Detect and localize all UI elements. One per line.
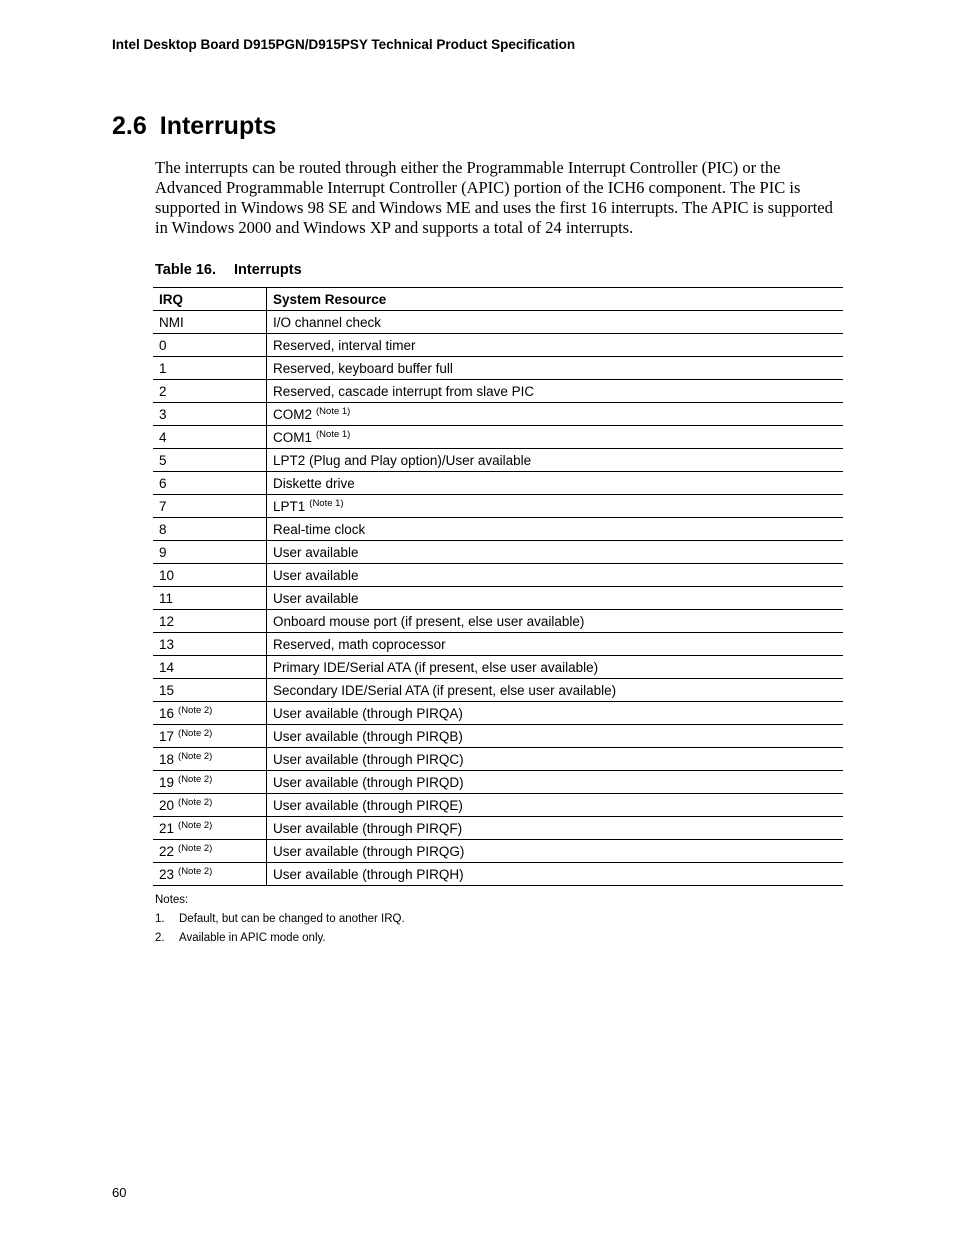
table-caption-number: Table 16. bbox=[155, 262, 216, 278]
irq-value: 2 bbox=[159, 383, 167, 399]
resource-value: Reserved, interval timer bbox=[273, 337, 416, 353]
resource-value: User available bbox=[273, 544, 359, 560]
irq-cell bbox=[153, 748, 267, 771]
resource-value: User available (through PIRQE) bbox=[273, 797, 463, 813]
irq-value: 6 bbox=[159, 475, 167, 491]
resource-value: Onboard mouse port (if present, else user available) bbox=[273, 613, 585, 629]
resource-cell bbox=[267, 587, 844, 610]
resource-cell bbox=[267, 633, 844, 656]
resource-cell bbox=[267, 656, 844, 679]
table-row bbox=[153, 817, 843, 840]
resource-cell bbox=[267, 817, 844, 840]
table-row bbox=[153, 518, 843, 541]
page-number: 60 bbox=[112, 1185, 127, 1200]
note-number: 1. bbox=[155, 913, 165, 925]
irq-value: 0 bbox=[159, 337, 167, 353]
table-row bbox=[153, 472, 843, 495]
table-notes bbox=[155, 894, 405, 951]
irq-value: 15 bbox=[159, 682, 175, 698]
resource-cell bbox=[267, 334, 844, 357]
table-row bbox=[153, 748, 843, 771]
irq-value: 13 bbox=[159, 636, 175, 652]
resource-value: User available (through PIRQA) bbox=[273, 705, 463, 721]
table-row bbox=[153, 794, 843, 817]
irq-cell bbox=[153, 794, 267, 817]
note-item bbox=[155, 913, 405, 925]
irq-cell bbox=[153, 311, 267, 334]
intro-paragraph: The interrupts can be routed through either the Programmable Interrupt Controller (PIC) or the Advanced Programmable Interrupt Controller (APIC) portion of the ICH6 component. The PIC is supported in Windows 98 SE and Windows ME and uses the first 16 interrupts. The APIC is supported in Windows 2000 and Windows XP and supports a total of 24 interrupts. bbox=[155, 158, 833, 237]
notes-title: Notes: bbox=[155, 894, 189, 906]
resource-cell bbox=[267, 495, 844, 518]
irq-cell bbox=[153, 679, 267, 702]
note-reference: (Note 2) bbox=[178, 705, 213, 716]
column-header-system-resource: System Resource bbox=[267, 288, 844, 311]
resource-cell bbox=[267, 449, 844, 472]
resource-value: COM2 bbox=[273, 407, 313, 422]
irq-value: 10 bbox=[159, 567, 175, 583]
table-row bbox=[153, 725, 843, 748]
table-row bbox=[153, 311, 843, 334]
irq-cell bbox=[153, 633, 267, 656]
irq-cell bbox=[153, 380, 267, 403]
resource-cell bbox=[267, 863, 844, 886]
table-row bbox=[153, 564, 843, 587]
note-reference: (Note 2) bbox=[178, 843, 213, 854]
irq-cell bbox=[153, 541, 267, 564]
table-row bbox=[153, 863, 843, 886]
resource-cell bbox=[267, 702, 844, 725]
irq-cell bbox=[153, 518, 267, 541]
note-reference: (Note 2) bbox=[178, 797, 213, 808]
table-row bbox=[153, 380, 843, 403]
note-text: Default, but can be changed to another IRQ. bbox=[179, 913, 405, 925]
note-reference: (Note 2) bbox=[178, 728, 213, 739]
table-row bbox=[153, 357, 843, 380]
resource-value: Reserved, math coprocessor bbox=[273, 636, 446, 652]
table-row bbox=[153, 702, 843, 725]
irq-value: 19 bbox=[159, 775, 175, 790]
irq-cell bbox=[153, 771, 267, 794]
running-header: Intel Desktop Board D915PGN/D915PSY Technical Product Specification bbox=[112, 37, 576, 52]
resource-cell bbox=[267, 679, 844, 702]
irq-cell bbox=[153, 725, 267, 748]
table-caption-title: Interrupts bbox=[233, 262, 302, 278]
irq-cell bbox=[153, 610, 267, 633]
irq-value: 14 bbox=[159, 659, 175, 675]
resource-value: LPT1 bbox=[273, 499, 306, 514]
resource-value: User available bbox=[273, 590, 359, 606]
resource-cell bbox=[267, 426, 844, 449]
resource-value: User available bbox=[273, 567, 359, 583]
resource-cell bbox=[267, 610, 844, 633]
table-row bbox=[153, 541, 843, 564]
note-reference: (Note 2) bbox=[178, 820, 213, 831]
table-caption bbox=[155, 262, 302, 278]
note-reference: (Note 1) bbox=[316, 429, 351, 440]
irq-cell bbox=[153, 840, 267, 863]
resource-value: User available (through PIRQF) bbox=[273, 820, 463, 836]
irq-value: 8 bbox=[159, 521, 167, 537]
resource-value: User available (through PIRQD) bbox=[273, 774, 464, 790]
table-row bbox=[153, 426, 843, 449]
note-reference: (Note 1) bbox=[309, 498, 344, 509]
irq-value: 20 bbox=[159, 798, 175, 813]
resource-cell bbox=[267, 357, 844, 380]
note-reference: (Note 2) bbox=[178, 774, 213, 785]
irq-cell bbox=[153, 403, 267, 426]
section-heading bbox=[112, 112, 276, 141]
irq-cell bbox=[153, 863, 267, 886]
irq-value: 11 bbox=[159, 590, 174, 606]
table-body bbox=[153, 311, 843, 886]
resource-value: Reserved, cascade interrupt from slave PIC bbox=[273, 383, 535, 399]
table-row bbox=[153, 334, 843, 357]
interrupts-table bbox=[153, 287, 843, 886]
irq-value: 12 bbox=[159, 613, 175, 629]
resource-value: Primary IDE/Serial ATA (if present, else user available) bbox=[273, 659, 599, 675]
resource-cell bbox=[267, 564, 844, 587]
irq-cell bbox=[153, 656, 267, 679]
resource-cell bbox=[267, 794, 844, 817]
irq-cell bbox=[153, 587, 267, 610]
resource-value: User available (through PIRQG) bbox=[273, 843, 465, 859]
resource-cell bbox=[267, 541, 844, 564]
irq-value: 3 bbox=[159, 406, 167, 422]
table-row bbox=[153, 495, 843, 518]
table-row bbox=[153, 633, 843, 656]
table-row bbox=[153, 449, 843, 472]
section-title: Interrupts bbox=[159, 112, 277, 140]
resource-value: Real-time clock bbox=[273, 521, 366, 537]
resource-cell bbox=[267, 311, 844, 334]
irq-value: 22 bbox=[159, 844, 175, 859]
irq-cell bbox=[153, 495, 267, 518]
irq-cell bbox=[153, 334, 267, 357]
irq-value: 17 bbox=[159, 729, 175, 744]
table-header-row bbox=[153, 288, 843, 311]
resource-value: LPT2 (Plug and Play option)/User available bbox=[273, 452, 532, 468]
resource-value: User available (through PIRQH) bbox=[273, 866, 464, 882]
irq-value: 1 bbox=[159, 360, 167, 376]
column-header-irq: IRQ bbox=[153, 288, 267, 311]
irq-cell bbox=[153, 449, 267, 472]
resource-cell bbox=[267, 518, 844, 541]
note-number: 2. bbox=[155, 932, 165, 944]
table-row bbox=[153, 610, 843, 633]
resource-value: Secondary IDE/Serial ATA (if present, else user available) bbox=[273, 682, 617, 698]
note-item bbox=[155, 932, 405, 944]
resource-cell bbox=[267, 748, 844, 771]
resource-cell bbox=[267, 472, 844, 495]
irq-cell bbox=[153, 472, 267, 495]
note-reference: (Note 2) bbox=[178, 751, 213, 762]
irq-cell bbox=[153, 702, 267, 725]
table-row bbox=[153, 771, 843, 794]
section-number: 2.6 bbox=[112, 112, 147, 140]
resource-cell bbox=[267, 771, 844, 794]
note-text: Available in APIC mode only. bbox=[179, 932, 326, 944]
irq-value: 5 bbox=[159, 452, 167, 468]
irq-value: 16 bbox=[159, 706, 175, 721]
irq-value: 23 bbox=[159, 867, 175, 882]
resource-value: I/O channel check bbox=[273, 314, 382, 330]
irq-value: NMI bbox=[159, 314, 184, 330]
irq-value: 7 bbox=[159, 498, 167, 514]
irq-value: 21 bbox=[159, 821, 175, 836]
irq-value: 9 bbox=[159, 544, 167, 560]
resource-cell bbox=[267, 380, 844, 403]
irq-cell bbox=[153, 357, 267, 380]
irq-cell bbox=[153, 817, 267, 840]
irq-value: 4 bbox=[159, 429, 167, 445]
irq-cell bbox=[153, 426, 267, 449]
resource-value: User available (through PIRQB) bbox=[273, 728, 463, 744]
table-row bbox=[153, 587, 843, 610]
note-reference: (Note 2) bbox=[178, 866, 213, 877]
table-row bbox=[153, 840, 843, 863]
table-row bbox=[153, 679, 843, 702]
irq-cell bbox=[153, 564, 267, 587]
resource-cell bbox=[267, 403, 844, 426]
resource-value: User available (through PIRQC) bbox=[273, 751, 464, 767]
resource-value: COM1 bbox=[273, 430, 313, 445]
irq-value: 18 bbox=[159, 752, 175, 767]
resource-value: Reserved, keyboard buffer full bbox=[273, 360, 453, 376]
resource-cell bbox=[267, 725, 844, 748]
table-row bbox=[153, 656, 843, 679]
table-row bbox=[153, 403, 843, 426]
resource-value: Diskette drive bbox=[273, 475, 355, 491]
note-reference: (Note 1) bbox=[316, 406, 351, 417]
resource-cell bbox=[267, 840, 844, 863]
